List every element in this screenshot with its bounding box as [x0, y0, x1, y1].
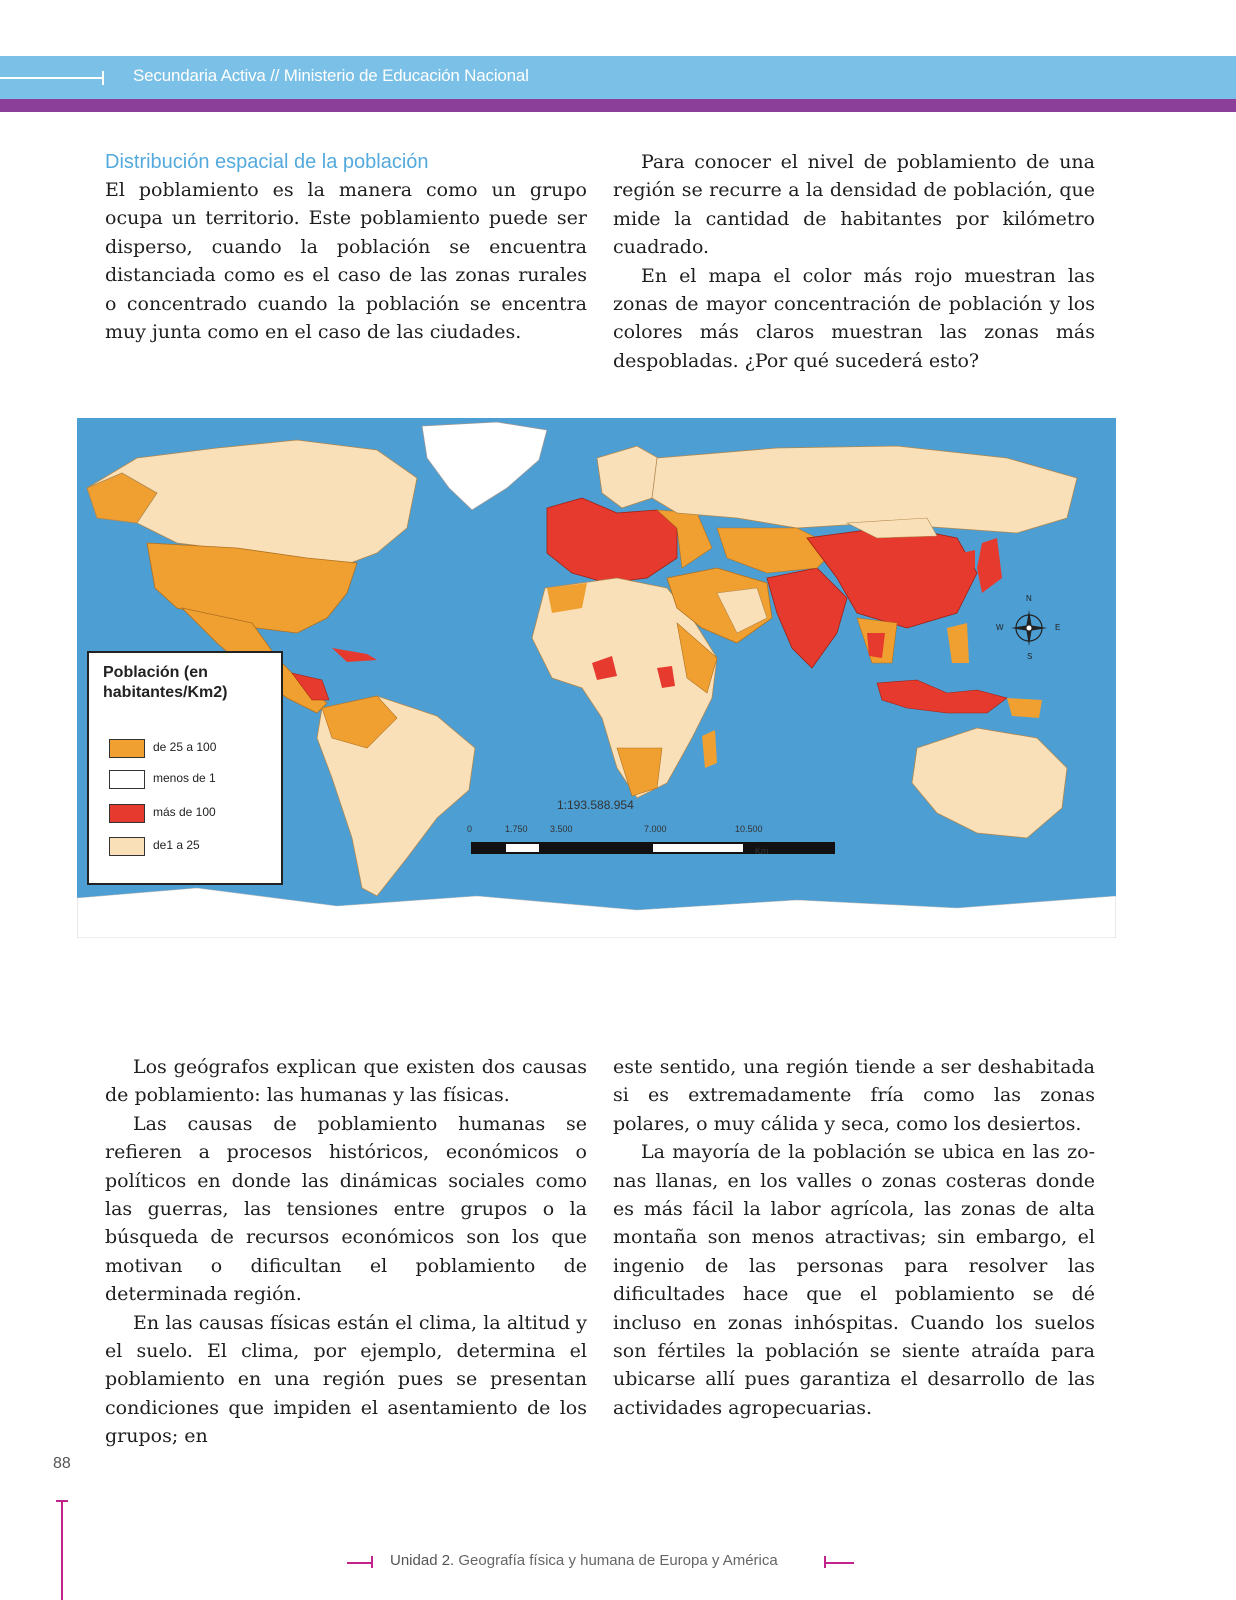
- header-rule: [0, 77, 104, 79]
- compass-icon: [996, 594, 1061, 661]
- scale-label: 1.750: [505, 824, 528, 834]
- legend-label: más de 100: [153, 805, 216, 819]
- header-title: Secundaria Activa // Ministerio de Educación Nacional: [133, 66, 529, 85]
- map-legend: [87, 651, 283, 885]
- paragraph: Los geógrafos explican que existen dos causas de poblamiento: las humanas y las físicas.: [105, 1056, 587, 1107]
- compass-n: N: [1026, 594, 1032, 603]
- scale-unit: Km: [755, 846, 769, 856]
- compass-w: W: [996, 623, 1004, 632]
- legend-label: menos de 1: [153, 771, 216, 785]
- header-stripe: [0, 99, 1236, 112]
- footer-unit: Unidad 2.: [390, 1552, 455, 1569]
- text-column-4: [613, 1053, 1095, 1422]
- compass-s: S: [1027, 652, 1033, 661]
- footer-subtitle: Geografía física y humana de Europa y América: [458, 1552, 778, 1569]
- paragraph: este sentido, una región tiende a ser deshabitada si es extremadamente fría como las zonas polares, o muy cálida y seca, como los desiertos.: [613, 1056, 1095, 1135]
- legend-swatch: [109, 837, 145, 856]
- footer-rule-left: [347, 1562, 373, 1564]
- footer-rule-right: [824, 1562, 854, 1564]
- legend-title: Población (en habitantes/Km2): [103, 664, 228, 701]
- header-rule-tick: [102, 71, 104, 85]
- paragraph: El poblamiento es la manera como un grupo ocupa un territorio. Este poblamiento puede ser disperso, cuando la población se encuentra distanciada como es el caso de las zonas rurales o concentrado cuando la población se encentra muy junta como en el caso de las ciudades.: [105, 179, 587, 344]
- legend-label: de 25 a 100: [153, 740, 217, 754]
- world-population-map: [77, 418, 1116, 938]
- legend-swatch: [109, 804, 145, 823]
- scale-label: 10.500: [735, 824, 763, 834]
- legend-label: de1 a 25: [153, 838, 200, 852]
- scale-label: 0: [467, 824, 473, 834]
- section-title: Distribución espacial de la población: [105, 151, 429, 173]
- map-scale-bar: [471, 842, 835, 854]
- footer-tick-left: [371, 1556, 373, 1568]
- compass-e: E: [1055, 623, 1061, 632]
- legend-swatch: [109, 770, 145, 789]
- text-column-1: [105, 148, 587, 346]
- paragraph: En el mapa el color más rojo muestran las zonas de mayor concentración de población y los colores más claros muestran las zonas más despobladas. ¿Por qué sucederá esto?: [613, 264, 1095, 372]
- scale-label: 3.500: [550, 824, 573, 834]
- legend-swatch: [109, 739, 145, 758]
- page-number: 88: [53, 1455, 71, 1472]
- paragraph: En las causas físicas están el clima, la altitud y el suelo. El clima, por ejemplo, determina el poblamiento en una región pues se presentan condiciones que impiden el asentamiento de los grupos; en: [105, 1311, 587, 1448]
- paragraph: La mayoría de la población se ubica en las zonas llanas, en los valles o zonas costeras donde es más fácil la labor agrícola, las zonas de alta montaña son menos atractivas; sin embargo, el ingenio de las personas para resolver las dificultades hace que el poblamiento se dé incluso en zonas inhóspitas. Cuando los suelos son fértiles la población se siente atraída para ubicarse allí pues garantiza el desarrollo de las actividades agropecuarias.: [613, 1141, 1095, 1419]
- text-column-2: [613, 148, 1095, 375]
- footer-title: [390, 1552, 778, 1569]
- page-margin-tick: [56, 1500, 68, 1502]
- scale-label: 7.000: [644, 824, 667, 834]
- paragraph: Las causas de poblamiento humanas se refieren a procesos históricos, económicos o políticos en donde las dinámicas sociales como las guerras, las tensiones entre grupos o la búsqueda de recursos económicos son los que motivan o dificultan el poblamiento de determinada región.: [105, 1112, 587, 1306]
- page-margin-line: [61, 1500, 63, 1600]
- text-column-3: [105, 1053, 587, 1451]
- paragraph: Para conocer el nivel de poblamiento de una región se recurre a la densidad de población, que mide la cantidad de habitantes por kilómetro cuadrado.: [613, 151, 1095, 259]
- map-scale-ratio: 1:193.588.954: [557, 798, 634, 812]
